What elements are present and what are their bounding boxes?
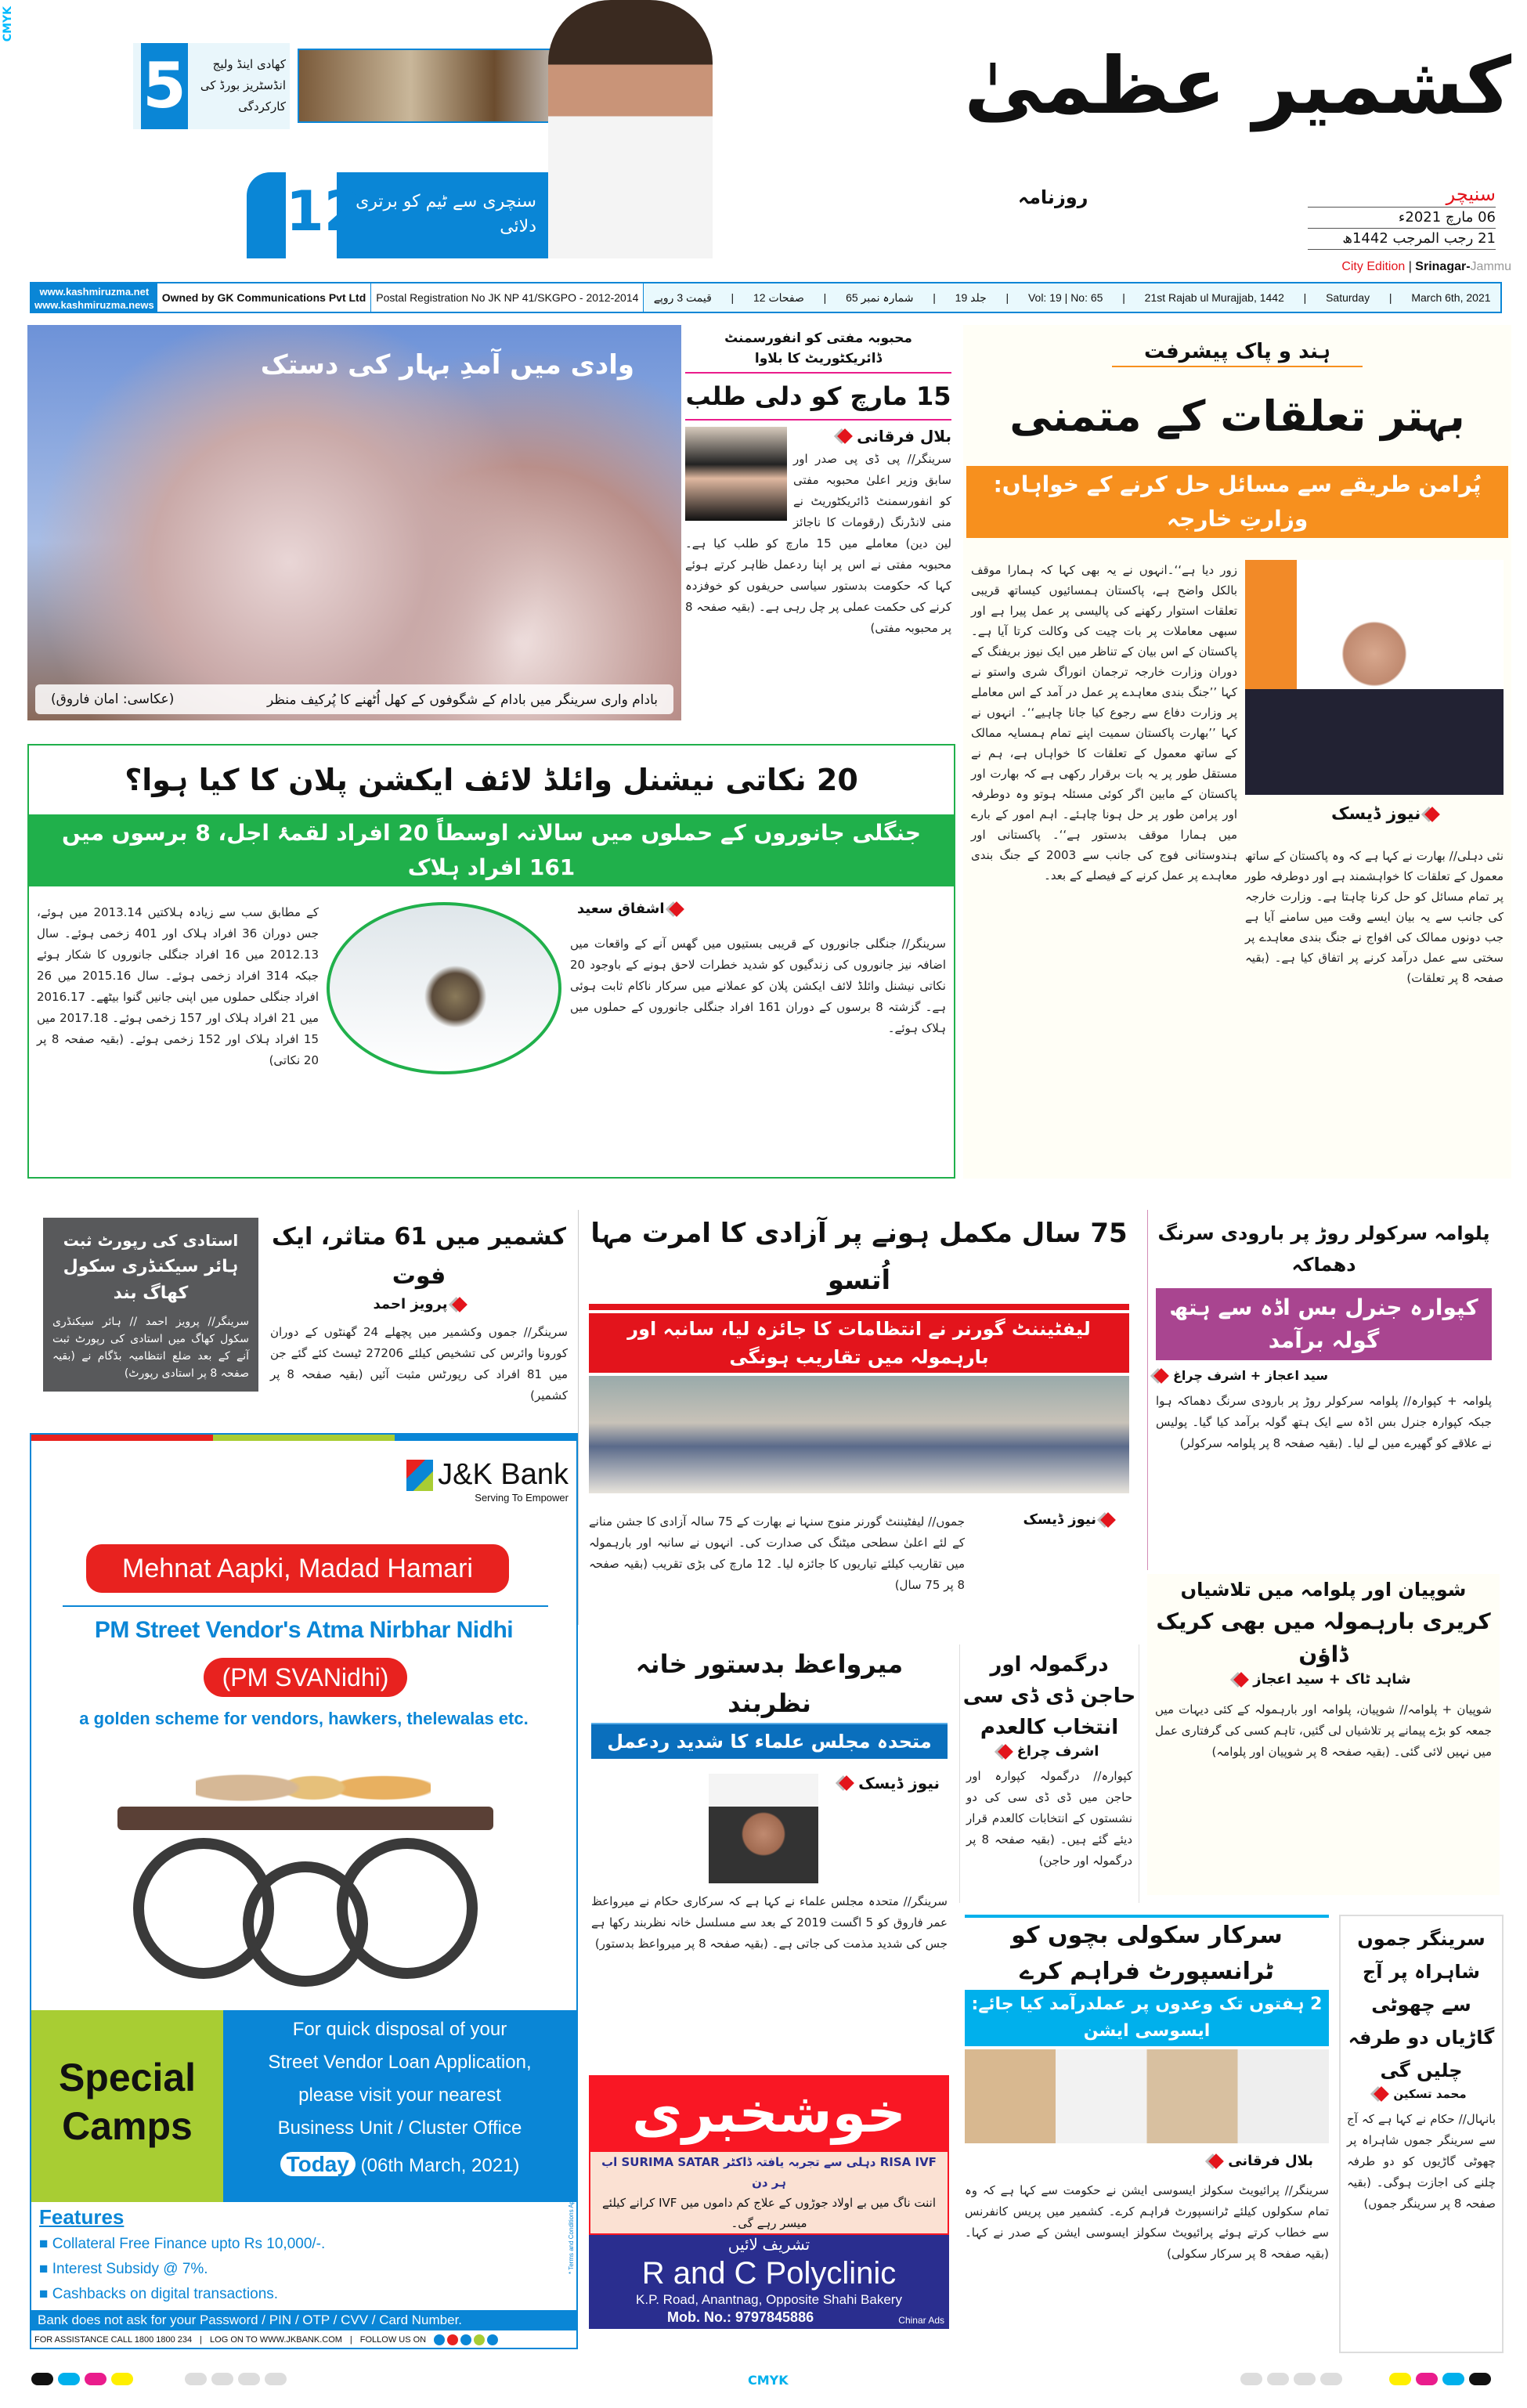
byline-name: شاہد ٹاک + سید اعجاز bbox=[1253, 1671, 1411, 1688]
owner-text: Owned by GK Communications Pvt Ltd bbox=[157, 283, 372, 312]
byline-name: نیوز ڈیسک bbox=[1023, 1511, 1096, 1528]
story-body: سرینگر// پرائیویٹ سکولز ایسوسی ایشن نے حکومت سے کہا ہے کہ وہ تمام سکولوں کیلئے ٹرانسپورٹ فراہم کرے۔ کشمیر میں پریس کانفرنس سے خطاب کرتے ہوئے پرائیویٹ سکولز ایسوسی ایشن کے صدر نے کہا۔ (بقیہ صفحہ 8 پر سرکار سکولی) bbox=[965, 2183, 1329, 2261]
security-warning: Bank does not ask for your Password / PIN / OTP / CVV / Card Number. bbox=[31, 2310, 576, 2330]
diamond-icon bbox=[998, 1744, 1013, 1760]
story-headline: 15 مارچ کو دلی طلب bbox=[685, 374, 951, 421]
byline bbox=[1148, 1360, 1500, 1391]
clinic-address: K.P. Road, Anantnag, Opposite Shahi Bakery bbox=[636, 2292, 902, 2307]
story-body: پلوامہ + کپوارہ// پلوامہ سرکولر روڑ پر بارودی سرنگ دھماکہ ہوا جبکہ کپوارہ جنرل بس اڈہ سے ایک ہتھ گولہ برآمد کیا گیا۔ پولیس نے علاقے کو گھیرے میں لے لیا۔ (بقیہ صفحہ 8 پر پلوامہ سرکولر) bbox=[1156, 1394, 1492, 1450]
byline-name: نیوز ڈیسک bbox=[858, 1774, 940, 1792]
byline bbox=[1211, 2153, 1313, 2169]
teaser-page12[interactable] bbox=[247, 172, 548, 258]
newspaper-logo[interactable] bbox=[901, 0, 1511, 176]
color-bar-left bbox=[31, 2373, 291, 2385]
site-link-1[interactable]: www.kashmiruzma.net bbox=[39, 286, 150, 298]
story-kicker: استادی کی رپورٹ ثبت bbox=[63, 1231, 239, 1250]
diamond-icon bbox=[669, 901, 684, 917]
story-headline: 75 سال مکمل ہونے پر آزادی کا امرت مہا اُتسو bbox=[590, 1218, 1128, 1296]
bank-website[interactable]: LOG ON TO WWW.JKBANK.COM bbox=[210, 2335, 342, 2345]
story-subhead: لیفٹیننٹ گورنر نے انتظامات کا جائزہ لیا، سانبہ اور بارہمولہ میں تقاریب ہونگی bbox=[589, 1313, 1129, 1373]
diamond-icon bbox=[1100, 1512, 1116, 1528]
leopard-photo bbox=[327, 902, 561, 1074]
story-headline: سرکار سکولی بچوں کو ٹرانسپورٹ فراہم کرے bbox=[1011, 1922, 1283, 1985]
story-body: جموں// لیفٹیننٹ گورنر منوج سنہا نے بھارت کے 75 سالہ آزادی کا جشن منانے کے لئے اعلیٰ سطحی میٹنگ کی صدارت کی۔ انہوں نے سانبہ اور بارہمولہ میں تقاریب کیلئے تیاریوں کا جائزہ لیا۔ 12 مارچ کی بڑی تقریب (بقیہ صفحہ 8 پر 75 سال) bbox=[589, 1514, 965, 1592]
terms-note: * Terms and Conditions Apply. bbox=[568, 2191, 575, 2274]
cricketer-photo bbox=[548, 0, 713, 258]
brand-name: J&K Bank bbox=[438, 1458, 569, 1491]
story-wildlife[interactable] bbox=[27, 744, 955, 1179]
today-badge: Today bbox=[280, 2152, 356, 2176]
diamond-icon bbox=[1374, 2086, 1389, 2102]
diamond-icon bbox=[1153, 1368, 1169, 1384]
story-amrit[interactable] bbox=[589, 1210, 1129, 1641]
story-subhead: 2 ہفتوں تک وعدوں پر عملدرآمد کیا جائے: ایسوسی ایشن bbox=[965, 1990, 1329, 2046]
story-body-2: کے مطابق سب سے زیادہ ہلاکتیں 2013.14 میں ہوئے، جس دوران 36 افراد ہلاک اور 401 زخمی ہوئے۔ سال 2012.13 میں 16 افراد جنگلی جانوروں کا شکار ہوئے جبکہ 314 افراد زخمی ہوئے۔ سال 2015.16 میں 26 افراد جنگلی حملوں میں اپنی جانیں گنوا بیٹھے۔ 2016.17 میں 21 افراد ہلاک اور 157 زخمی ہوئے۔ 2017.18 میں 15 افراد ہلاک اور 152 زخمی ہوئے۔ (بقیہ صفحہ 8 پر 20 نکاتی) bbox=[37, 905, 319, 1067]
byline bbox=[1347, 2087, 1496, 2101]
byline-name: اشرف چراغ bbox=[1016, 1743, 1099, 1760]
meeting-photo bbox=[589, 1376, 1129, 1493]
camp-info bbox=[223, 2010, 576, 2202]
camp-line: Business Unit / Cluster Office bbox=[277, 2117, 522, 2139]
byline bbox=[960, 1743, 1139, 1760]
facebook-icon[interactable] bbox=[434, 2334, 445, 2345]
info-bar: www.kashmiruzma.net www.kashmiruzma.news Owned by GK Communications Pvt Ltd Postal Registration No JK NP 41/SKGPO - 2012-2014 قیمت 3 روپے | 12 صفحات | 65 شمارہ نمبر | 19 جلد | Vol: 19 | No: 65 | 21st Rajab ul Murajjab, 1442 | Saturday | March 6th, 2021 bbox=[30, 282, 1502, 313]
logo-text: کشمیر عظمیٰ bbox=[964, 40, 1511, 132]
vol-no: Vol: 19 | No: 65 bbox=[1027, 291, 1103, 304]
diamond-icon bbox=[837, 428, 853, 444]
jk-bank-ad[interactable]: J&K Bank Serving To Empower Mehnat Aapki, Madad Hamari PM Street Vendor's Atma Nirbhar Nidhi (PM SVANidhi) a golden scheme for vendors, hawkers, thelewalas etc. Special Camps For quick disposal of your Street Vendor Loan Application, please visit your nearest Business Unit / Cluster Office Today (06th March, 2021) Features ■ Collateral Free Finance upto Rs 10,000/-. ■ Interest Subsidy @ 7%. ■ Cashbacks on digital transactions. * Terms and Conditions Apply. Bank does not ask for your Password / PIN / OTP / CVV / Card Number. FOR ASSISTANCE CALL 1800 1800 234 | LOG ON TO WWW.JKBANK.COM | FOLLOW US ON bbox=[30, 1433, 578, 2349]
ad-line-1: RISA IVF دہلی سے تجربہ یافتہ ڈاکٹر SURIMA SATAR اب ہر دن bbox=[601, 2155, 937, 2190]
diamond-icon bbox=[839, 1775, 854, 1791]
site-link-2[interactable]: www.kashmiruzma.news bbox=[34, 299, 154, 311]
diamond-icon bbox=[1208, 2153, 1224, 2169]
story-body: بانہال// حکام نے کہا ہے کہ آج سے سرینگر جموں شاہراہ پر چھوٹی گاڑیوں کو دو طرفہ چلنے کی اجازت ہوگی۔ (بقیہ صفحہ 8 پر سرینگر جموں) bbox=[1347, 2112, 1496, 2211]
logo-sub: روزنامہ bbox=[1018, 186, 1088, 208]
color-bar-right bbox=[1240, 2373, 1496, 2385]
assist-phone: FOR ASSISTANCE CALL 1800 1800 234 bbox=[34, 2335, 193, 2345]
day-label: سنیچر bbox=[1308, 182, 1496, 208]
clinic-phone[interactable]: Mob. No.: 9797845886 bbox=[667, 2309, 814, 2325]
byline-name: سید اعجاز + اشرف چراغ bbox=[1173, 1368, 1329, 1383]
story-mehbooba[interactable] bbox=[685, 325, 951, 724]
mehbooba-photo bbox=[685, 427, 787, 521]
diamond-icon bbox=[1233, 1672, 1249, 1688]
story-headline: میرواعظ بدستور خانہ نظربند bbox=[635, 1649, 904, 1718]
story-lead[interactable] bbox=[963, 325, 1511, 1179]
spring-caption: بادام واری سرینگر میں بادام کے شگوفوں کے کھل اُٹھنے کا پُرکیف منظر bbox=[266, 691, 658, 708]
story-body-2: نئی دہلی// بھارت نے کہا ہے کہ وہ پاکستان کے ساتھ معمول کے تعلقات کا خواہشمند ہے اور دوطرفہ طور پر تمام مسائل کو حل کرنا چاہتا ہے۔ وزارت خارجہ کی جانب سے یہ بیان ایسے وقت میں سامنے آیا ہے جب دونوں ممالک کی افواج نے جنگ بندی معاہدے پر سختی سے عمل درآمد کرنے پر اتفاق کیا ہے۔ (بقیہ صفحہ 8 پر تعلقات) bbox=[1245, 849, 1504, 985]
teaser-text: سنچری سے ٹیم کو برتری دلائی bbox=[356, 192, 536, 236]
camp-line: please visit your nearest bbox=[298, 2085, 501, 2106]
story-school[interactable] bbox=[965, 1915, 1329, 2353]
camp-line: Street Vendor Loan Application, bbox=[268, 2052, 532, 2073]
ad-line-2: اننت ناگ میں بے اولاد جوڑوں کے علاج کم داموں میں IVF کرانے کیلئے میسر رہے گی۔ bbox=[602, 2196, 936, 2230]
byline bbox=[270, 1296, 568, 1312]
date-en: March 6th, 2021 bbox=[1411, 291, 1491, 304]
story-headline: بہتر تعلقات کے متمنی bbox=[1009, 392, 1465, 441]
postal-text: Postal Registration No JK NP 41/SKGPO - 2012-2014 bbox=[371, 283, 644, 312]
story-mirwaiz[interactable] bbox=[591, 1644, 948, 2067]
camp-line: For quick disposal of your bbox=[292, 2019, 507, 2040]
byline-name: بلال فرقانی bbox=[857, 427, 951, 446]
story-body: سرینگر// جموں وکشمیر میں پچھلے 24 گھنٹوں کے دوران کورونا وائرس کی تشخیص کیلئے 27206 ٹیسٹ کئے گئے جن میں 81 افراد کی رپورٹس مثبت آئیں (بقیہ صفحہ 8 پر کشمیر) bbox=[270, 1325, 568, 1403]
cmyk-mark-bottom: CMYK bbox=[748, 2373, 789, 2388]
brand-tagline: Serving To Empower bbox=[475, 1492, 569, 1504]
instagram-icon[interactable] bbox=[487, 2334, 498, 2345]
scheme-name: PM Street Vendor's Atma Nirbhar Nidhi bbox=[94, 1617, 514, 1643]
byline bbox=[577, 901, 682, 917]
press-conference-photo bbox=[965, 2049, 1329, 2143]
story-raids[interactable] bbox=[1147, 1574, 1500, 1895]
byline bbox=[793, 427, 951, 446]
youtube-icon[interactable] bbox=[447, 2334, 458, 2345]
story-ustadi[interactable] bbox=[43, 1218, 258, 1392]
byline bbox=[841, 1774, 940, 1792]
story-headline: کپوارہ جنرل بس اڈہ سے ہتھ گولہ برآمد bbox=[1156, 1288, 1492, 1360]
teaser-page-number: 5 bbox=[141, 43, 188, 129]
edition-city: Srinagar bbox=[1415, 260, 1467, 273]
spring-photo bbox=[27, 325, 681, 720]
ad-welcome: تشریف لائیں bbox=[727, 2237, 810, 2254]
edition-label: City Edition | Srinagar-Jammu bbox=[1341, 260, 1511, 273]
story-pulwama[interactable] bbox=[1147, 1210, 1500, 1570]
byline-name: نیوز ڈیسک bbox=[1331, 804, 1421, 824]
volume-ur: 19 جلد bbox=[955, 291, 987, 304]
scheme-desc: a golden scheme for vendors, hawkers, thelewalas etc. bbox=[79, 1709, 529, 1728]
features-list: ■ Collateral Free Finance upto Rs 10,000/-. ■ Interest Subsidy @ 7%. ■ Cashbacks on digital transactions. bbox=[39, 2236, 326, 2302]
story-body: سرینگر// پرویز احمد // ہائر سیکنڈری سکول کھاگ میں استادی کی رپورٹ ثبت آنے کے بعد ضلع انتظامیہ بڈگام نے (بقیہ صفحہ 8 پر استادی رپورٹ) bbox=[52, 1316, 249, 1380]
story-body: سرینگر// متحدہ مجلس علماء نے کہا ہے کہ سرکاری حکام نے میرواعظ عمر فاروق کو 5 اگست 2019 کے بعد سے مسلسل خانہ نظربند رکھا ہے جس کی شدید مذمت کی جاتی ہے۔ (بقیہ صفحہ 8 پر میرواعظ بدستور) bbox=[591, 1894, 948, 1951]
story-body: سرینگر// جنگلی جانوروں کے قریبی بستیوں میں گھس آنے کے واقعات میں اضافہ نیز جانوروں کی زندگیوں کو شدید خطرات لاحق ہونے کے باوجود 20 نکاتی نیشنل وائلڈ لائف ایکشن پلان کو عملانے میں سرکار ناکام ثابت ہوئی ہے۔ گزشتہ 8 برسوں کے دوران 161 افراد جنگلی جانوروں کے حملوں میں ہلاک ہوئے۔ bbox=[570, 937, 946, 1035]
photo-credit: (عکاسی: امان فاروق) bbox=[51, 691, 175, 707]
story-body: زور دیا ہے‘‘۔انہوں نے یہ بھی کہا کہ ہمارا موقف بالکل واضح ہے، پاکستان ہمسائیوں کیساتھ قریبی تعلقات استوار رکھنے کی پالیسی پر عمل پیرا ہے اور سبھی معاملات پر بات چیت کی وکالت کرتا آیا ہے۔ پاکستان کے اس بیان کے تناظر میں ایک نیوز بریفنگ کے دوران وزارت خارجہ ترجمان انوراگ شری واستو نے کہا ’’جنگ بندی معاہدے پر عمل در آمد کے اس معاملے پر وزارت دفاع سے رجوع کیا جانا چاہیے‘‘۔ انہوں نے کہا ’’بھارت پاکستان سمیت اپنے تمام ہمسایہ ممالک کے ساتھ معمول کے تعلقات کا خواہاں ہے، ہم نے مستقل طور پر یہ بات برقرار رکھی ہے کہ بھارت اور پاکستان کے مابین اگر کوئی مسئلہ ہوتو وہ دوطرفہ اور پرامن طور پر حل ہونا چاہئے۔ اہم امور کے بارے میں ہمارا موقف بدستور ہے‘‘۔ پاکستانی اور ہندوستانی فوج کی جانب سے 2003 کے جنگ بندی معاہدے پر عمل کرنے کے فیصلے کے بعد۔ bbox=[971, 563, 1238, 883]
story-headline: کریری بارہمولہ میں بھی کریک ڈاؤن bbox=[1156, 1608, 1491, 1667]
teaser-meeting-photo bbox=[298, 49, 579, 123]
spring-headline: وادی میں آمدِ بہار کی دستک bbox=[260, 349, 634, 381]
story-ddc[interactable] bbox=[959, 1644, 1139, 1903]
scheme-short: (PM SVANidhi) bbox=[204, 1658, 407, 1697]
story-body: سرینگر// پی ڈی پی صدر اور سابق وزیر اعلیٰ محبوبہ مفتی کو انفورسمنٹ ڈائریکٹوریٹ نے منی لانڈرنگ (رقومات کا ناجائز لین دین) معاملے میں 15 مارچ کو طلب کیا ہے۔ محبوبہ مفتی نے اس پر اپنا ردعمل ظاہر کرتے ہوئے کہا کہ حکومت بدستور سیاسی حریفوں کو خوفزدہ کرنے کی حکمت عملی پر چل رہی ہے۔ (بقیہ صفحہ 8 پر محبوبہ مفتی) bbox=[685, 452, 951, 635]
byline bbox=[1331, 804, 1438, 824]
story-subhead: پُرامن طریقے سے مسائل حل کرنے کے خواہاں: وزارتِ خارجہ bbox=[966, 466, 1508, 538]
hijri-en: 21st Rajab ul Murajjab, 1442 bbox=[1144, 291, 1284, 304]
date-block bbox=[1198, 182, 1496, 250]
vendor-cart-illustration bbox=[117, 1744, 493, 2002]
byline bbox=[1147, 1671, 1500, 1688]
red-rule bbox=[589, 1304, 1129, 1310]
story-covid[interactable] bbox=[270, 1218, 568, 1406]
ad-title: خوشخبری bbox=[589, 2075, 949, 2150]
diamond-icon bbox=[452, 1297, 467, 1312]
polyclinic-ad[interactable] bbox=[589, 2075, 949, 2359]
mirwaiz-photo bbox=[709, 1774, 818, 1883]
teaser-page-number: 12 bbox=[286, 157, 337, 258]
price: قیمت 3 روپے bbox=[653, 291, 712, 304]
story-kicker: پلوامہ سرکولر روڑ پر بارودی سرنگ دھماکہ bbox=[1157, 1222, 1490, 1276]
byline-name: محمد تسکین bbox=[1393, 2087, 1467, 2101]
story-kicker: شوپیان اور پلوامہ میں تلاشیاں bbox=[1180, 1579, 1467, 1601]
cmyk-mark-top: CMYK bbox=[2, 6, 14, 42]
special-camps-label: Special Camps bbox=[31, 2010, 223, 2202]
jk-bank-emblem-icon bbox=[406, 1460, 433, 1491]
byline-name: اشفاق سعید bbox=[577, 901, 665, 917]
diamond-icon bbox=[1424, 807, 1440, 822]
edition-type: City Edition bbox=[1341, 260, 1406, 273]
story-headline: سرینگر جموں شاہراہ پر آج سے چھوٹی گاڑیاں دو طرفہ چلیں گی bbox=[1348, 1928, 1495, 2081]
story-subhead: جنگلی جانوروں کے حملوں میں سالانہ اوسطاً 20 افراد لقمۂ اجل، 8 برسوں میں 161 افراد ہلاک bbox=[29, 814, 954, 886]
follow-label: FOLLOW US ON bbox=[359, 2335, 427, 2345]
ad-agency: Chinar Ads bbox=[898, 2315, 944, 2326]
byline bbox=[1023, 1511, 1114, 1528]
linkedin-icon[interactable] bbox=[474, 2334, 485, 2345]
story-kicker: محبوبہ مفتی کو انفورسمنٹ ڈائریکٹوریٹ کا بلاوا bbox=[685, 325, 951, 374]
story-kicker: ہند و پاک پیشرفت bbox=[1112, 338, 1363, 367]
twitter-icon[interactable] bbox=[460, 2334, 471, 2345]
story-headline: 20 نکاتی نیشنل وائلڈ لائف ایکشن پلان کا کیا ہوا؟ bbox=[125, 763, 858, 797]
column-divider bbox=[578, 1210, 579, 1625]
feature-item: Collateral Free Finance upto Rs 10,000/-. bbox=[52, 2236, 326, 2252]
story-headline: ہائر سیکنڈری سکول کھاگ بند bbox=[63, 1257, 239, 1303]
edition-city2: Jammu bbox=[1470, 260, 1511, 273]
weekday: Saturday bbox=[1326, 291, 1370, 304]
date-gregorian: 06 مارچ 2021ء bbox=[1308, 208, 1496, 229]
today-date: (06th March, 2021) bbox=[360, 2155, 520, 2176]
jk-bank-logo bbox=[406, 1458, 569, 1504]
story-headline: درگمولہ اور حاجن ڈی ڈی سی انتخاب کالعدم bbox=[962, 1653, 1136, 1739]
byline-name: پرویز احمد bbox=[373, 1296, 448, 1312]
clinic-name: R and C Polyclinic bbox=[641, 2256, 897, 2291]
feature-item: Interest Subsidy @ 7%. bbox=[52, 2261, 208, 2277]
spokesperson-photo bbox=[1245, 560, 1504, 795]
date-hijri: 21 رجب المرجب 1442ھ bbox=[1308, 229, 1496, 250]
story-body: کپوارہ// درگمولہ کپوارہ اور حاجن میں ڈی ڈی سی کی دو نشستوں کے انتخابات کالعدم قرار دیئے گئے ہیں۔ (بقیہ صفحہ 8 پر درگمولہ اور حاجن) bbox=[966, 1769, 1132, 1868]
ad-slogan: Mehnat Aapki, Madad Hamari bbox=[86, 1544, 509, 1593]
byline-name: بلال فرقانی bbox=[1228, 2153, 1313, 2169]
issue-no: 65 شمارہ نمبر bbox=[846, 291, 914, 304]
feature-item: Cashbacks on digital transactions. bbox=[52, 2286, 279, 2302]
teaser-page5[interactable] bbox=[133, 43, 290, 129]
features-title: Features bbox=[39, 2205, 125, 2229]
story-body: شوپیان + پلوامہ// شوپیان، پلوامہ اور بارہمولہ کے کئی دیہات میں جمعہ کو بڑے پیمانے پر تلاشیاں لی گئیں، تاہم کسی کی گرفتاری عمل میں نہیں لائی گئی۔ (بقیہ صفحہ 8 پر شوپیان اور پلوامہ) bbox=[1155, 1702, 1492, 1759]
story-headline: کشمیر میں 61 متاثر، ایک فوت bbox=[271, 1223, 566, 1290]
story-highway[interactable] bbox=[1339, 1915, 1504, 2353]
teaser-text: کھادی اینڈ ولیج انڈسٹریز بورڈ کی کارکردگی bbox=[200, 57, 286, 114]
story-subhead: متحدہ مجلس علماء کا شدید ردعمل bbox=[591, 1723, 948, 1759]
pages-count: 12 صفحات bbox=[753, 291, 804, 304]
